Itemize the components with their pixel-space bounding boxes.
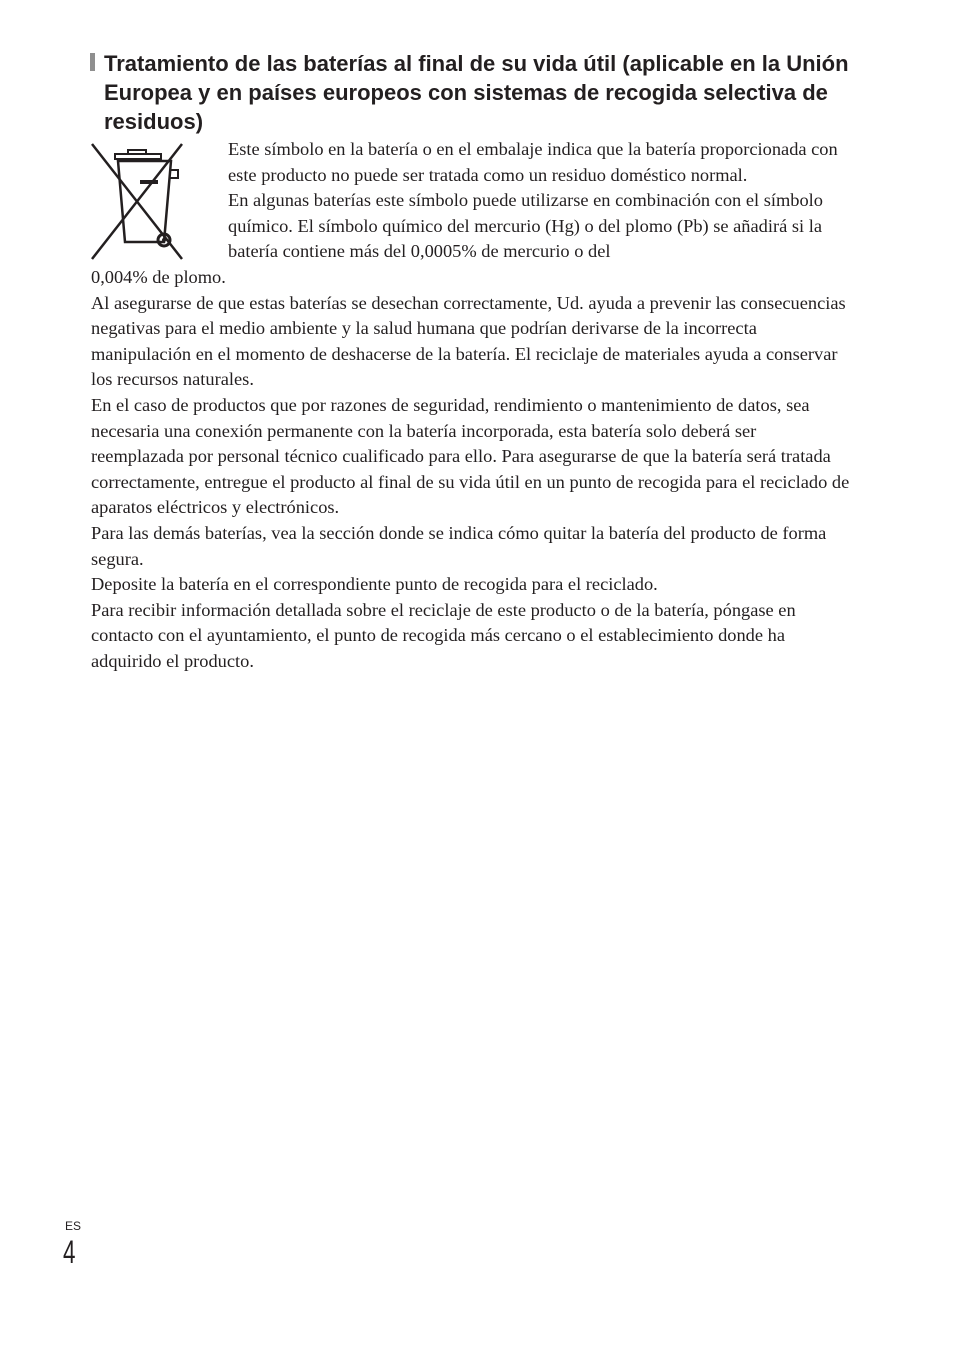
intro-paragraph: En algunas baterías este símbolo puede utilizarse en combinación con el símbolo químico. El símbolo químico del mercurio (Hg) o del plomo (Pb) se añadirá si la batería contiene más del 0,0005% de mercurio o del [228, 190, 823, 262]
body-paragraph: Deposite la batería en el correspondiente punto de recogida para el reciclado. [91, 574, 658, 595]
body-paragraph: Para recibir información detallada sobre el reciclaje de este producto o de la batería, póngase en contacto con el ayuntamiento, el punto de recogida más cercano o el establecimiento donde ha adquirido el producto. [91, 599, 796, 671]
body-paragraph: Para las demás baterías, vea la sección donde se indica cómo quitar la batería del producto de forma segura. [91, 522, 827, 569]
page-number: 4 [63, 1234, 76, 1270]
intro-block [228, 137, 851, 265]
body-paragraph: Al asegurarse de que estas baterías se desechan correctamente, Ud. ayuda a prevenir las consecuencias negativas para el medio ambiente y la salud humana que podrían derivarse de la incorrecta manipulación en el momento de deshacerse de la batería. El reciclaje de materiales ayuda a conservar los recursos naturales. [91, 292, 846, 390]
body-paragraphs [91, 291, 851, 675]
intro-paragraph: Este símbolo en la batería o en el embalaje indica que la batería proporcionada con este producto no puede ser tratada como un residuo doméstico normal. [228, 139, 838, 185]
intro-tail: 0,004% de plomo. [91, 266, 226, 287]
section-body [91, 137, 851, 674]
section-heading: Tratamiento de las baterías al final de su vida útil (aplicable en la Unión Europea y en países europeos con sistemas de recogida selectiva de residuos) [104, 51, 849, 134]
body-paragraph: En el caso de productos que por razones de seguridad, rendimiento o mantenimiento de datos, sea necesaria una conexión permanente con la batería incorporada, esta batería solo deberá ser reemplazada por personal técnico cualificado para ello. Para asegurarse de que la batería será tratada correctamente, entregue el producto al final de su vida útil en un punto de recogida para el reciclado de aparatos eléctricos y electrónicos. [91, 394, 850, 518]
page-language-code: ES [65, 1219, 82, 1233]
heading-marker [90, 53, 95, 71]
